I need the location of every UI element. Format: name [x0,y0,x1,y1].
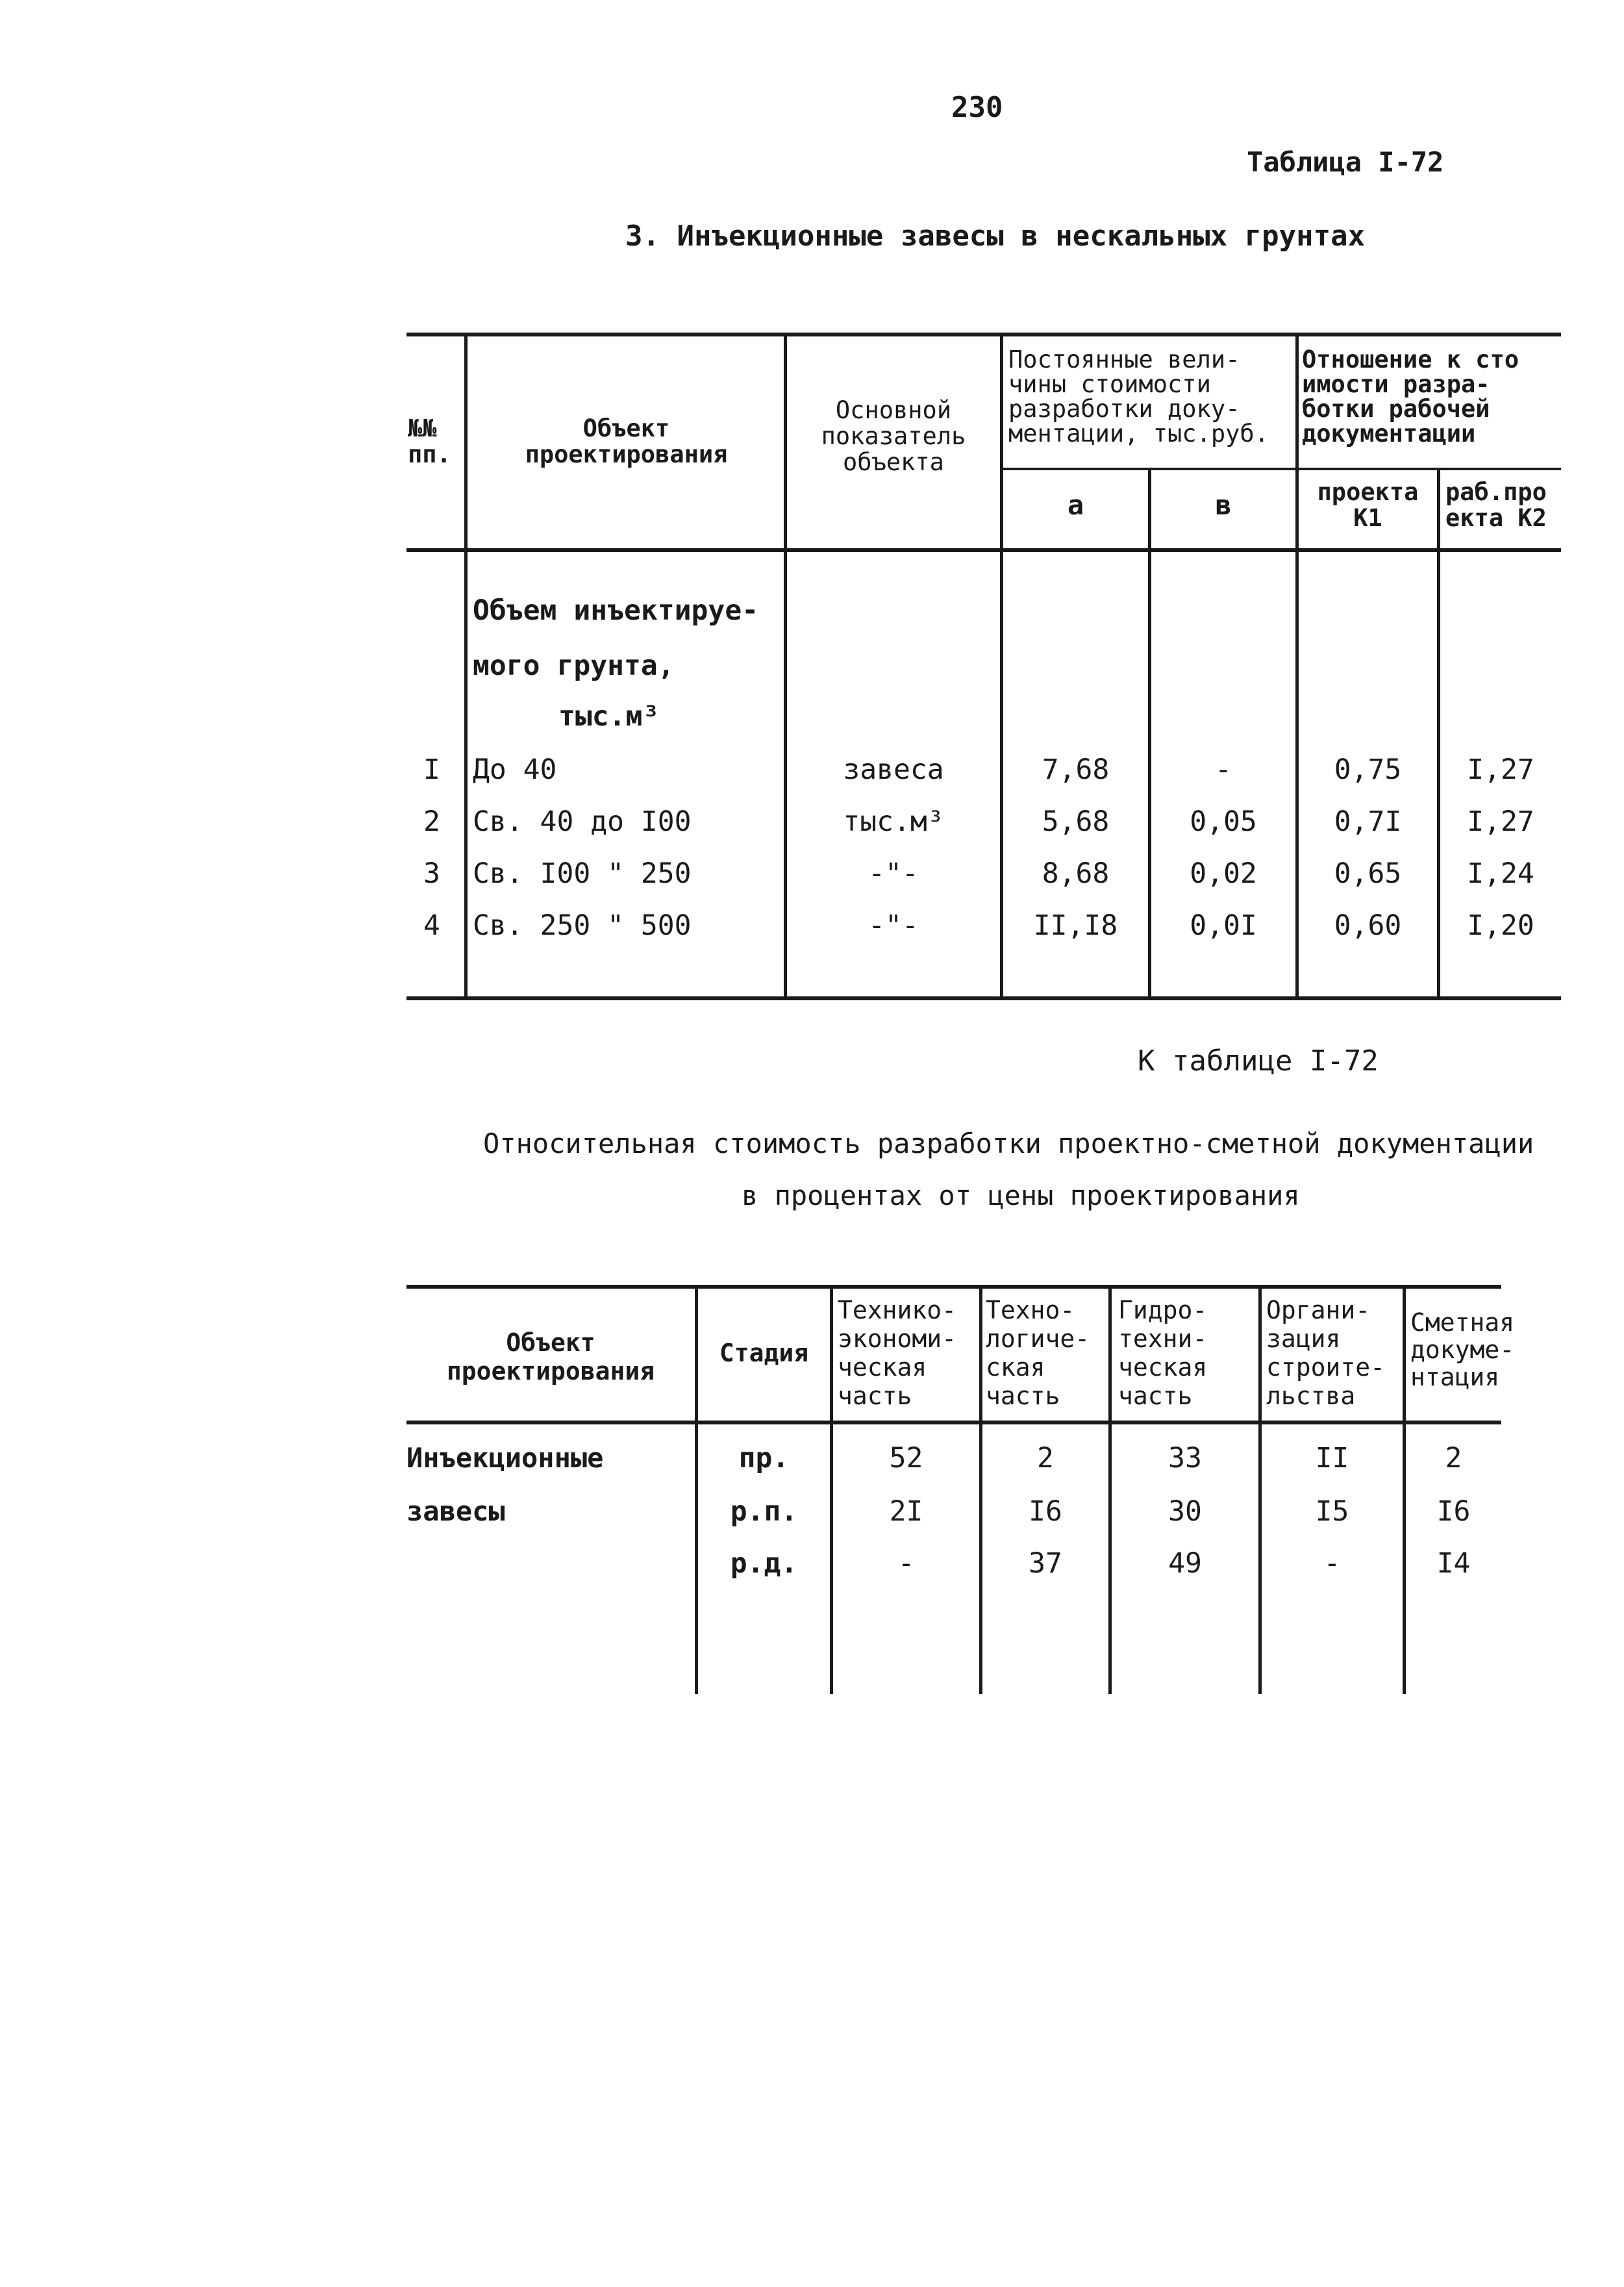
table2-col-rule-2 [830,1285,833,1694]
table1-group-label-line2: мого грунта, [473,650,675,682]
table-row-indicator: тыс.м³ [843,805,944,838]
table-row-b: - [1215,753,1232,786]
table2-header-c1: Технико- экономи- ческая часть [838,1296,957,1410]
table-row-c5: 2 [1445,1442,1462,1474]
table1-header-col-b: в [1215,489,1232,521]
table-row-num: 2 [423,805,440,838]
table1-header-num: №№ пп. [408,414,451,468]
table1-header-constants: Постоянные вели- чины стоимости разработки доку- ментации, тыс.руб. [1008,346,1269,448]
page-number: 230 [951,91,1003,124]
table-row-k1: 0,65 [1334,857,1402,890]
section-title: 3. Инъекционные завесы в нескальных грунтах [625,220,1366,253]
table1-group-label-line1: Объем инъектируе- [473,594,759,627]
table1-header-indicator: Основной показатель объекта [821,396,966,476]
table-row-k2: I,27 [1467,805,1534,838]
table1-subheader-rule [1002,468,1561,470]
table1-col-rule-5 [1295,333,1299,998]
table-row-c1: 2I [889,1495,923,1528]
table-row-num: 3 [423,857,440,890]
table2-header-c4: Органи- зация строите- льства [1266,1296,1386,1410]
table-row-c4: - [1323,1547,1341,1580]
table2-header-bottom-rule [406,1421,1501,1424]
table-row-indicator: завеса [843,753,944,786]
table1-top-rule [406,333,1561,336]
table2-header-c2: Техно- логиче- ская часть [986,1296,1090,1410]
table-row-object: Св. I00 " 250 [473,857,692,890]
table2-col-rule-4 [1108,1285,1112,1694]
table-row-stage: р.п. [730,1495,798,1528]
table1-col-rule-1 [464,333,468,998]
table1-header-k2: раб.про екта K2 [1445,478,1547,532]
table2-object-line1: Инъекционные [406,1442,604,1474]
table-row-k1: 0,75 [1334,753,1402,786]
table-row-k2: I,27 [1467,753,1534,786]
table-row-object: Св. 250 " 500 [473,909,692,942]
table2-col-rule-3 [979,1285,982,1694]
table-row-c3: 49 [1168,1547,1202,1580]
table2-header-stage: Стадия [719,1339,809,1367]
table2-header-c3: Гидро- техни- ческая часть [1118,1296,1208,1410]
table1-header-bottom-rule [406,548,1561,552]
table-row-c3: 30 [1168,1495,1202,1528]
table-row-c4: II [1315,1442,1349,1474]
table-row-object: До 40 [473,753,557,786]
table-row-c1: - [897,1547,915,1580]
table-label: Таблица I-72 [1247,146,1444,178]
table2-col-rule-5 [1258,1285,1262,1694]
table-row-k1: 0,7I [1334,805,1402,838]
table-row-b: 0,02 [1190,857,1257,890]
note-title: К таблице I-72 [1138,1044,1379,1078]
table-row-stage: р.д. [730,1547,798,1580]
table1-bottom-rule [406,996,1561,1000]
table-row-k2: I,24 [1467,857,1534,890]
table-row-c5: I6 [1436,1495,1471,1528]
table-row-b: 0,0I [1190,909,1257,942]
table-row-c2: 2 [1037,1442,1054,1474]
table-row-object: Св. 40 до I00 [473,805,692,838]
table1-header-ratio: Отношение к сто имости разра- ботки рабочей документации [1302,346,1519,448]
table-row-stage: пр. [738,1442,790,1474]
table-row-indicator: -"- [868,909,919,942]
table2-header-c5: Сметная докуме- нтация [1410,1308,1515,1391]
table2-object-line2: завесы [406,1495,505,1527]
table-row-num: I [423,753,440,786]
table1-header-col-a: а [1067,489,1084,521]
table1-group-label-line3: тыс.м³ [558,700,660,733]
table1-header-k1: проекта K1 [1317,478,1419,532]
table-row-c2: 37 [1029,1547,1062,1580]
table-row-c3: 33 [1168,1442,1202,1474]
table2-col-rule-6 [1403,1285,1406,1694]
table-row-num: 4 [423,909,440,942]
table-row-k2: I,20 [1467,909,1534,942]
table-row-a: 5,68 [1042,805,1110,838]
table-row-k1: 0,60 [1334,909,1402,942]
table-row-a: 7,68 [1042,753,1110,786]
table-row-c4: I5 [1315,1495,1349,1528]
table-row-a: 8,68 [1042,857,1110,890]
table-row-c1: 52 [889,1442,923,1474]
table2-header-object: Объект проектирования [446,1328,655,1385]
table-row-b: 0,05 [1190,805,1257,838]
table2-top-rule [406,1285,1501,1289]
table-row-a: II,I8 [1033,909,1118,942]
note-subtitle-line2: в процентах от цены проектирования [742,1180,1300,1211]
note-subtitle-line1: Относительная стоимость разработки проектно-сметной документации [483,1128,1534,1159]
table-row-indicator: -"- [868,857,919,890]
table-row-c2: I6 [1029,1495,1062,1528]
table1-col-rule-3 [1000,333,1003,998]
table-row-c5: I4 [1436,1547,1471,1580]
table1-header-object: Объект проектирования [525,414,728,468]
